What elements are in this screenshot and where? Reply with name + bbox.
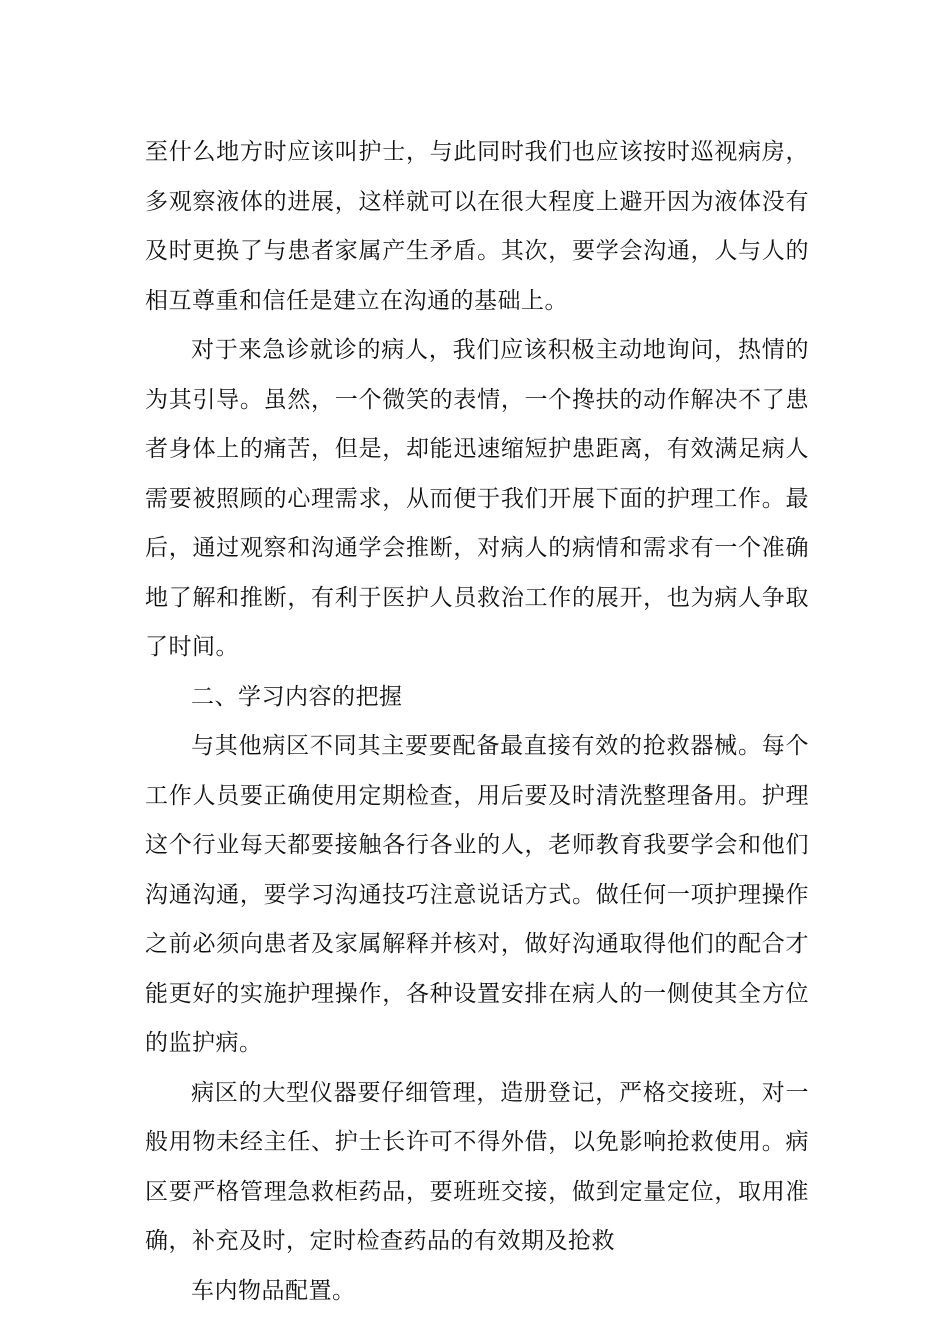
paragraph-3: 与其他病区不同其主要要配备最直接有效的抢救器械。每个工作人员要正确使用定期检查，用后要及时清洗整理备用。护理这个行业每天都要接触各行各业的人，老师教育我要学会和他们沟通沟通，要学习沟通技巧注意说话方式。做任何一项护理操作之前必须向患者及家属解释并核对，做好沟通取得他们的配合才能更好的实施护理操作，各种设置安排在病人的一侧使其全方位的监护病。 [145,733,809,1056]
document-page [145,128,809,1316]
paragraph-2: 对于来急诊就诊的病人，我们应该积极主动地询问，热情的为其引导。虽然，一个微笑的表情，一个搀扶的动作解决不了患者身体上的痛苦，但是，却能迅速缩短护患距离，有效满足病人需要被照顾的心理需求，从而便于我们开展下面的护理工作。最后，通过观察和沟通学会推断，对病人的病情和需求有一个准确地了解和推断，有利于医护人员救治工作的展开，也为病人争取了时间。 [145,337,809,660]
paragraph-5: 车内物品配置。 [191,1277,356,1304]
section-heading: 二、学习内容的把握 [191,683,403,710]
paragraph-1: 至什么地方时应该叫护士，与此同时我们也应该按时巡视病房，多观察液体的进展，这样就可以在很大程度上避开因为液体没有及时更换了与患者家属产生矛盾。其次，要学会沟通，人与人的相互尊重和信任是建立在沟通的基础上。 [145,139,809,314]
paragraph-4: 病区的大型仪器要仔细管理，造册登记，严格交接班，对一般用物未经主任、护士长许可不得外借，以免影响抢救使用。病区要严格管理急救柜药品，要班班交接，做到定量定位，取用准确，补充及时，定时检查药品的有效期及抢救 [145,1079,809,1254]
